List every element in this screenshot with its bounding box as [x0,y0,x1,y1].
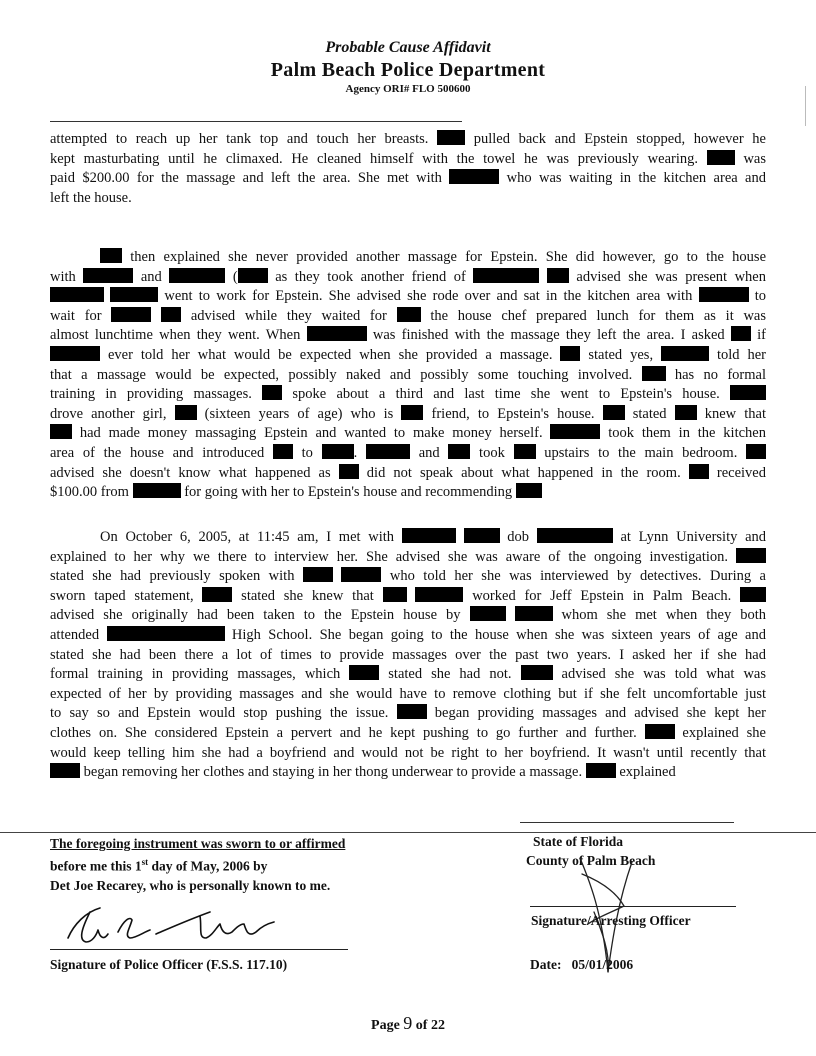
text-segment: with [50,268,84,285]
date-value: 05/01/2006 [571,957,634,972]
redaction-block [707,150,735,165]
redaction-block [464,528,500,543]
redaction-block [689,464,709,479]
text-line [50,763,766,783]
text-line [50,346,766,366]
text-segment: was finished with the massage they left the area. I asked [366,327,731,344]
text-line [50,646,766,666]
text-segment [151,308,161,324]
text-segment [456,529,464,545]
text-segment: knew that [696,405,766,422]
text-line [50,326,766,346]
redaction-block [473,268,539,283]
redaction-block [50,763,80,778]
text-segment: left the house. [50,189,132,206]
department-title: Palm Beach Police Department [270,59,546,81]
text-line [50,189,766,209]
redaction-block [262,385,282,400]
redaction-block [341,567,381,582]
text-segment: . [353,444,366,461]
redaction-block [339,464,359,479]
text-segment: then explained she never provided another massage for Epstein. She did however, go to the house [122,249,766,265]
arresting-signature-line [530,906,736,907]
text-segment: attended [50,626,107,643]
redaction-block [537,528,613,543]
text-line [50,385,766,405]
redaction-block [521,665,553,680]
text-line [50,130,766,150]
text-line [50,424,766,444]
text-segment: told her [709,346,766,363]
sworn-line-3: Det Joe Recarey, who is personally known to me. [50,877,331,893]
text-segment: kept masturbating until he climaxed. He cleaned himself with the towel he was previously wearing. [50,150,707,167]
text-segment: drove another girl, [50,405,175,422]
redaction-block [586,763,616,778]
text-segment: almost lunchtime when they went. When [50,327,307,344]
text-segment: dob [499,529,537,545]
text-segment: took [470,444,514,461]
agency-ori: Agency ORI# FLO 500600 [345,83,471,95]
text-segment: at Lynn University and [612,529,767,545]
redaction-block [645,724,675,739]
text-line [50,405,766,425]
text-segment: training in providing massages. [50,386,263,403]
text-line [50,268,766,288]
text-segment: explained [615,764,676,781]
paragraph-1 [50,130,766,208]
redaction-block [175,405,197,420]
text-segment: upstairs to the main bedroom. [535,444,747,461]
redaction-block [515,606,553,621]
text-segment: who told her she was interviewed by detectives. During a [381,568,766,585]
text-segment: stated she had not. [379,666,521,683]
text-segment: did not speak about what happened in the room. [358,464,689,481]
text-segment: received [708,464,766,481]
redaction-block [397,704,427,719]
text-segment: to [292,444,322,461]
text-line [50,567,766,587]
redaction-block [736,548,766,563]
redaction-block [437,130,465,145]
text-line [50,744,766,764]
text-segment: stated she knew that [232,587,383,604]
redaction-block [415,587,463,602]
text-line [50,287,766,307]
text-segment: to [748,288,767,305]
sworn-line-2: before me this 1st day of May, 2006 by [50,857,268,874]
redaction-block [50,287,104,302]
date-label: Date: [530,957,562,972]
redaction-block [642,366,666,381]
scan-artifact [805,86,806,126]
arresting-officer-label: Signature/Arresting Officer [531,913,691,928]
text-segment: has no formal [665,366,766,383]
redaction-block [731,326,751,341]
text-segment: advised she originally had been taken to the Epstein house by [50,607,470,624]
text-segment: expected of her by providing massages and she would have to remove clothing but if she felt uncomfortable just [50,685,766,702]
redaction-block [50,424,72,439]
redaction-block [111,307,151,322]
redaction-block [448,444,470,459]
text-segment: was [734,150,766,167]
text-segment: whom she met when they both [552,607,766,624]
police-signature-label: Signature of Police Officer (F.S.S. 117.10) [50,957,288,972]
text-line [50,366,766,386]
date-field [530,955,633,974]
text-segment: stated yes, [580,346,662,363]
text-segment: (sixteen years of age) who is [196,405,402,422]
text-segment: spoke about a third and last time she went to Epstein's house. [282,386,731,403]
text-segment: advised she doesn't know what happened as [50,464,339,481]
text-segment: On October 6, 2005, at 11:45 am, I met with [100,529,402,545]
redaction-block [366,444,410,459]
redaction-block [83,268,133,283]
redaction-block [307,326,367,341]
redaction-block [107,626,225,641]
text-segment: as they took another friend of [267,268,474,285]
text-segment: would keep telling him she had a boyfriend and would not be right to her boyfriend. It wasn't until recently that [50,744,766,761]
redaction-block [402,528,456,543]
text-line [50,724,766,744]
text-segment: formal training in providing massages, which [50,666,350,683]
text-segment: who was waiting in the kitchen area and [499,170,766,187]
text-segment: stated she had been there a lot of times to provide massages over the past two years. I asked her if she had [50,646,766,663]
redaction-block [547,268,569,283]
redaction-block [238,268,268,283]
text-line [50,528,766,548]
text-line [50,548,766,568]
text-segment: friend, to Epstein's house. [423,405,603,422]
document-subtitle: Probable Cause Affidavit [325,39,491,56]
redaction-block [746,444,766,459]
redaction-block [661,346,709,361]
text-segment: and [409,444,449,461]
paragraph-2 [50,248,766,503]
text-segment: the house chef prepared lunch for them as it was [420,307,767,324]
text-line [50,606,766,626]
text-segment [407,588,416,604]
footer-divider-left [0,832,816,833]
police-officer-signature [60,898,290,954]
redaction-block [161,307,181,322]
paragraph-3 [50,528,766,783]
text-line [50,587,766,607]
text-segment: advised she was told what was [552,666,766,683]
text-line [50,150,766,170]
state-label: State of Florida [533,834,623,849]
footer-divider-right [520,822,734,823]
redaction-block [397,307,421,322]
redaction-block [603,405,625,420]
text-segment: explained to her why we there to interview her. She advised she was aware of the ongoing investigation. [50,548,736,565]
sworn-line-1: The foregoing instrument was sworn to or affirmed [50,836,346,851]
redaction-block [202,587,232,602]
redaction-block [110,287,158,302]
text-segment: stated she had previously spoken with [50,568,303,585]
redaction-block [516,483,542,498]
text-line [50,444,766,464]
text-segment: clothes on. She considered Epstein a pervert and he kept pushing to go further and further. [50,724,645,741]
text-line [50,464,766,484]
text-line [50,483,766,503]
text-segment: went to work for Epstein. She advised she rode over and sat in the kitchen area with [158,288,699,305]
text-segment: attempted to reach up her tank top and touch her breasts. [50,131,438,147]
text-segment: ( [225,268,238,285]
redaction-block [100,248,122,263]
county-label: County of Palm Beach [526,853,656,868]
text-line [50,665,766,685]
text-segment: explained she [674,724,766,741]
redaction-block [303,567,333,582]
text-segment: and [133,268,170,285]
text-segment: that a massage would be expected, possibly naked and possibly some touching involved. [50,366,642,383]
text-line [50,704,766,724]
text-segment: pulled back and Epstein stopped, however he [465,131,766,147]
text-segment [539,269,547,285]
redaction-block [50,346,100,361]
text-segment: wait for [50,307,112,324]
redaction-block [550,424,600,439]
redaction-block [449,169,499,184]
redaction-block [675,405,697,420]
redaction-block [169,268,225,283]
sworn-statement [50,834,345,895]
police-signature-line [50,949,348,950]
text-segment [333,568,341,584]
redaction-block [401,405,423,420]
redaction-block [322,444,354,459]
redaction-block [730,385,766,400]
text-segment: $100.00 from [50,484,133,501]
text-segment: advised she was present when [568,268,766,285]
text-segment: sworn taped statement, [50,587,203,604]
redaction-block [133,483,181,498]
redaction-block [560,346,580,361]
text-line [50,685,766,705]
text-segment: advised while they waited for [181,307,397,324]
text-segment [506,607,515,623]
redaction-block [740,587,766,602]
text-segment: High School. She began going to the house when she was sixteen years of age and [224,626,766,643]
text-segment: took them in the kitchen [600,425,766,442]
text-segment: for going with her to Epstein's house and recommending [180,484,516,501]
page-number-handwritten: 9 [403,1013,413,1033]
redaction-block [699,287,749,302]
text-segment: had made money massaging Epstein and wanted to make money herself. [72,425,551,442]
page-number: Page 9 of 22 [371,1013,445,1033]
redaction-block [514,444,536,459]
redaction-block [273,444,293,459]
text-segment: stated [624,405,675,422]
text-segment: to say so and Epstein would stop pushing the issue. [50,705,397,722]
redaction-block [470,606,506,621]
text-line [50,169,766,189]
text-line [50,248,766,268]
text-line [50,307,766,327]
redaction-block [383,587,407,602]
text-segment: began removing her clothes and staying in her thong underwear to provide a massage. [80,764,586,781]
text-segment: ever told her what would be expected when she provided a massage. [100,346,561,363]
document-header [0,38,816,96]
text-line [50,626,766,646]
text-segment: began providing massages and advised she kept her [426,705,766,722]
header-divider [50,121,462,122]
redaction-block [349,665,379,680]
text-segment: paid $200.00 for the massage and left the area. She met with [50,170,450,187]
text-segment: area of the house and introduced [50,444,273,461]
text-segment: if [750,327,766,344]
text-segment: worked for Jeff Epstein in Palm Beach. [463,587,740,604]
